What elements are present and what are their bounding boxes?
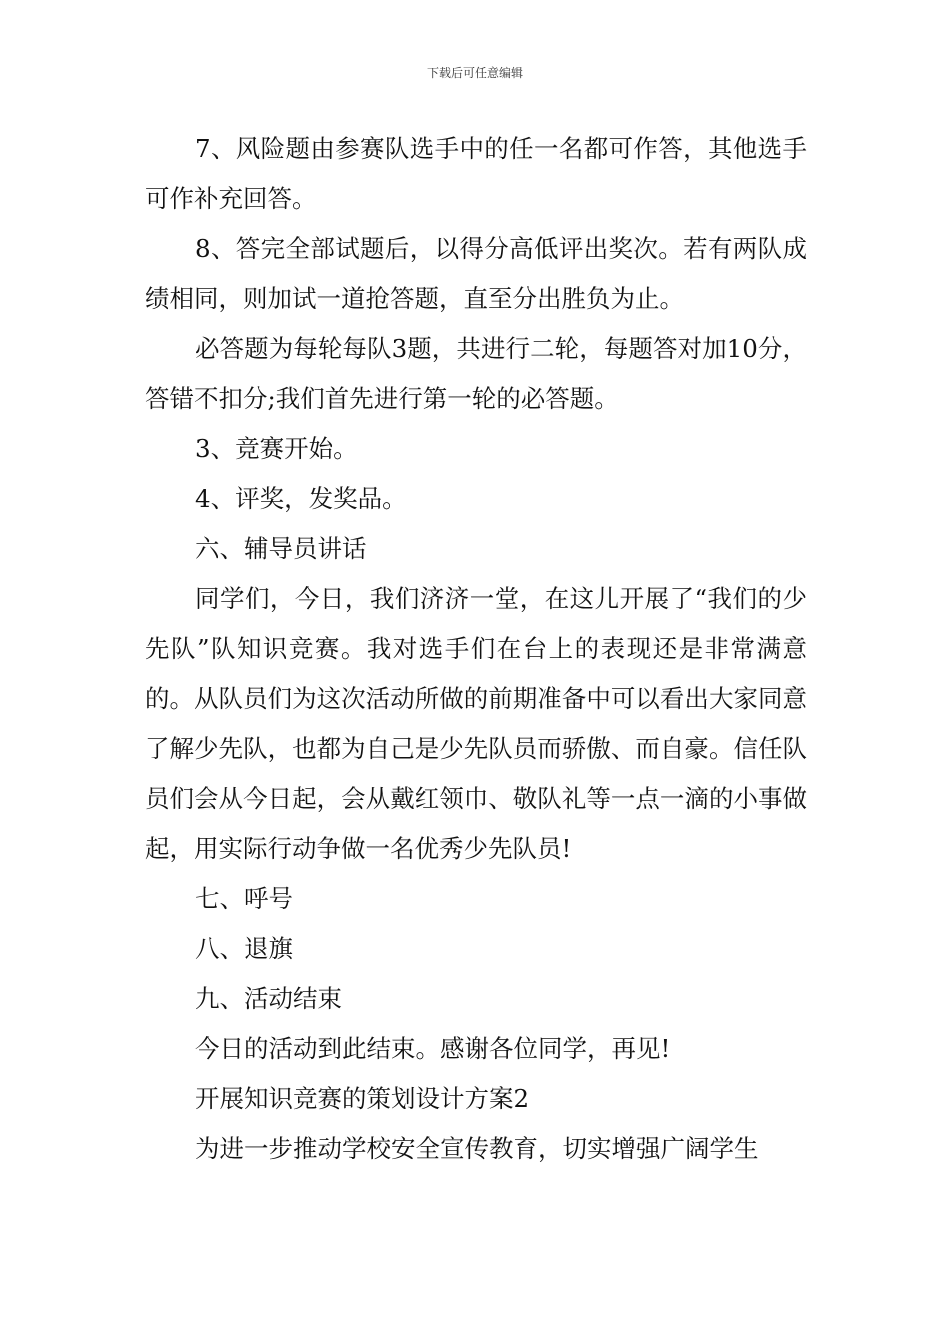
paragraph-competition-start: 3、竞赛开始。 [195,434,358,463]
document-title-plan-2: 开展知识竞赛的策划设计方案2 [195,1084,530,1113]
paragraph-plan-2-intro: 为进一步推动学校安全宣传教育，切实增强广阔学生 [195,1134,759,1163]
section-heading-slogan: 七、呼号 [195,884,293,913]
section-heading-flag-retreat: 八、退旗 [195,934,293,963]
document-body [145,124,807,1174]
section-heading-activity-end: 九、活动结束 [195,984,342,1013]
paragraph-required-questions: 必答题为每轮每队3题，共进行二轮，每题答对加10分，答错不扣分;我们首先进行第一轮的必答题。 [145,334,807,413]
paragraph-counselor-speech: 同学们，今日，我们济济一堂，在这儿开展了“我们的少先队”队知识竞赛。我对选手们在台上的表现还是非常满意的。从队员们为这次活动所做的前期准备中可以看出大家同意了解少先队，也都为自己是少先队员而骄傲、而自豪。信任队员们会从今日起，会从戴红领巾、敬队礼等一点一滴的小事做起，用实际行动争做一名优秀少先队员! [145,584,807,863]
page-header-note: 下载后可任意编辑 [426,66,523,80]
paragraph-closing-remarks: 今日的活动到此结束。感谢各位同学，再见! [195,1034,671,1063]
paragraph-ranking-rule: 8、答完全部试题后，以得分高低评出奖次。若有两队成绩相同，则加试一道抢答题，直至分出胜负为止。 [145,234,807,313]
paragraph-risk-question-rule: 7、风险题由参赛队选手中的任一名都可作答，其他选手可作补充回答。 [145,134,807,213]
section-heading-counselor-speech: 六、辅导员讲话 [195,534,367,563]
paragraph-awards: 4、评奖，发奖品。 [195,484,407,513]
